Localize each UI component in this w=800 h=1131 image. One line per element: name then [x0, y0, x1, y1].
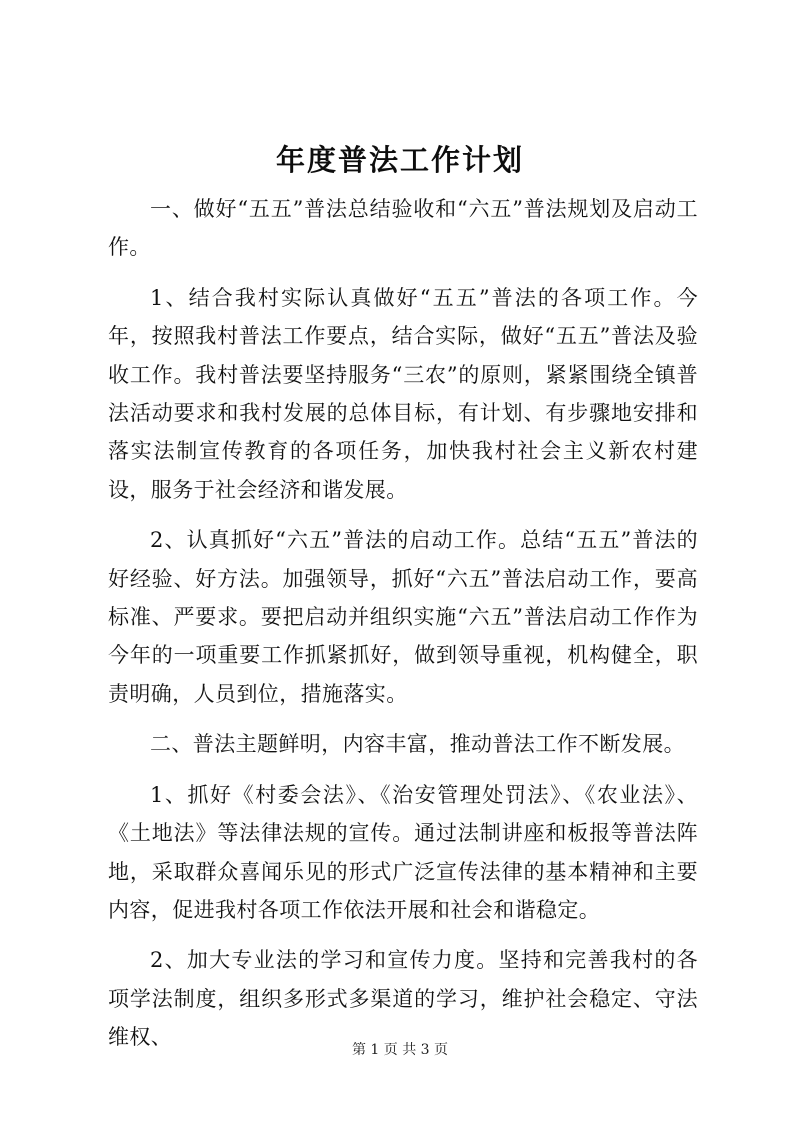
- page-footer: 第 1 页 共 3 页: [351, 1042, 449, 1058]
- paragraph-1-1: 1、结合我村实际认真做好“五五”普法的各项工作。今年，按照我村普法工作要点，结合实际，做好“五五”普法及验收工作。我村普法要坚持服务“三农”的原则，紧紧围绕全镇普法活动要求和我村发展的总体目标，有计划、有步骤地安排和落实法制宣传教育的各项任务，加快我村社会主义新农村建设，服务于社会经济和谐发展。: [108, 285, 698, 502]
- document-title: 年度普法工作计划: [275, 143, 524, 177]
- section-heading-2: 二、普法主题鲜明，内容丰富，推动普法工作不断发展。: [150, 732, 685, 757]
- paragraph-1-2: 2、认真抓好“六五”普法的启动工作。总结“五五”普法的好经验、好方法。加强领导，抓好“六五”普法启动工作，要高标准、严要求。要把启动并组织实施“六五”普法启动工作作为今年的一项重要工作抓紧抓好，做到领导重视，机构健全，职责明确，人员到位，措施落实。: [108, 528, 698, 706]
- paragraph-2-1: 1、抓好《村委会法》、《治安管理处罚法》、《农业法》、《土地法》等法律法规的宣传。通过法制讲座和板报等普法阵地，采取群众喜闻乐见的形式广泛宣传法律的基本精神和主要内容，促进我村各项工作依法开展和社会和谐稳定。: [108, 782, 698, 922]
- paragraph-2-2: 2、加大专业法的学习和宣传力度。坚持和完善我村的各项学法制度，组织多形式多渠道的学习，维护社会稳定、守法维权、: [108, 948, 698, 1050]
- section-heading-1: 一、做好“五五”普法总结验收和“六五”普法规划及启动工作。: [108, 197, 698, 260]
- document-body: [108, 190, 698, 1069]
